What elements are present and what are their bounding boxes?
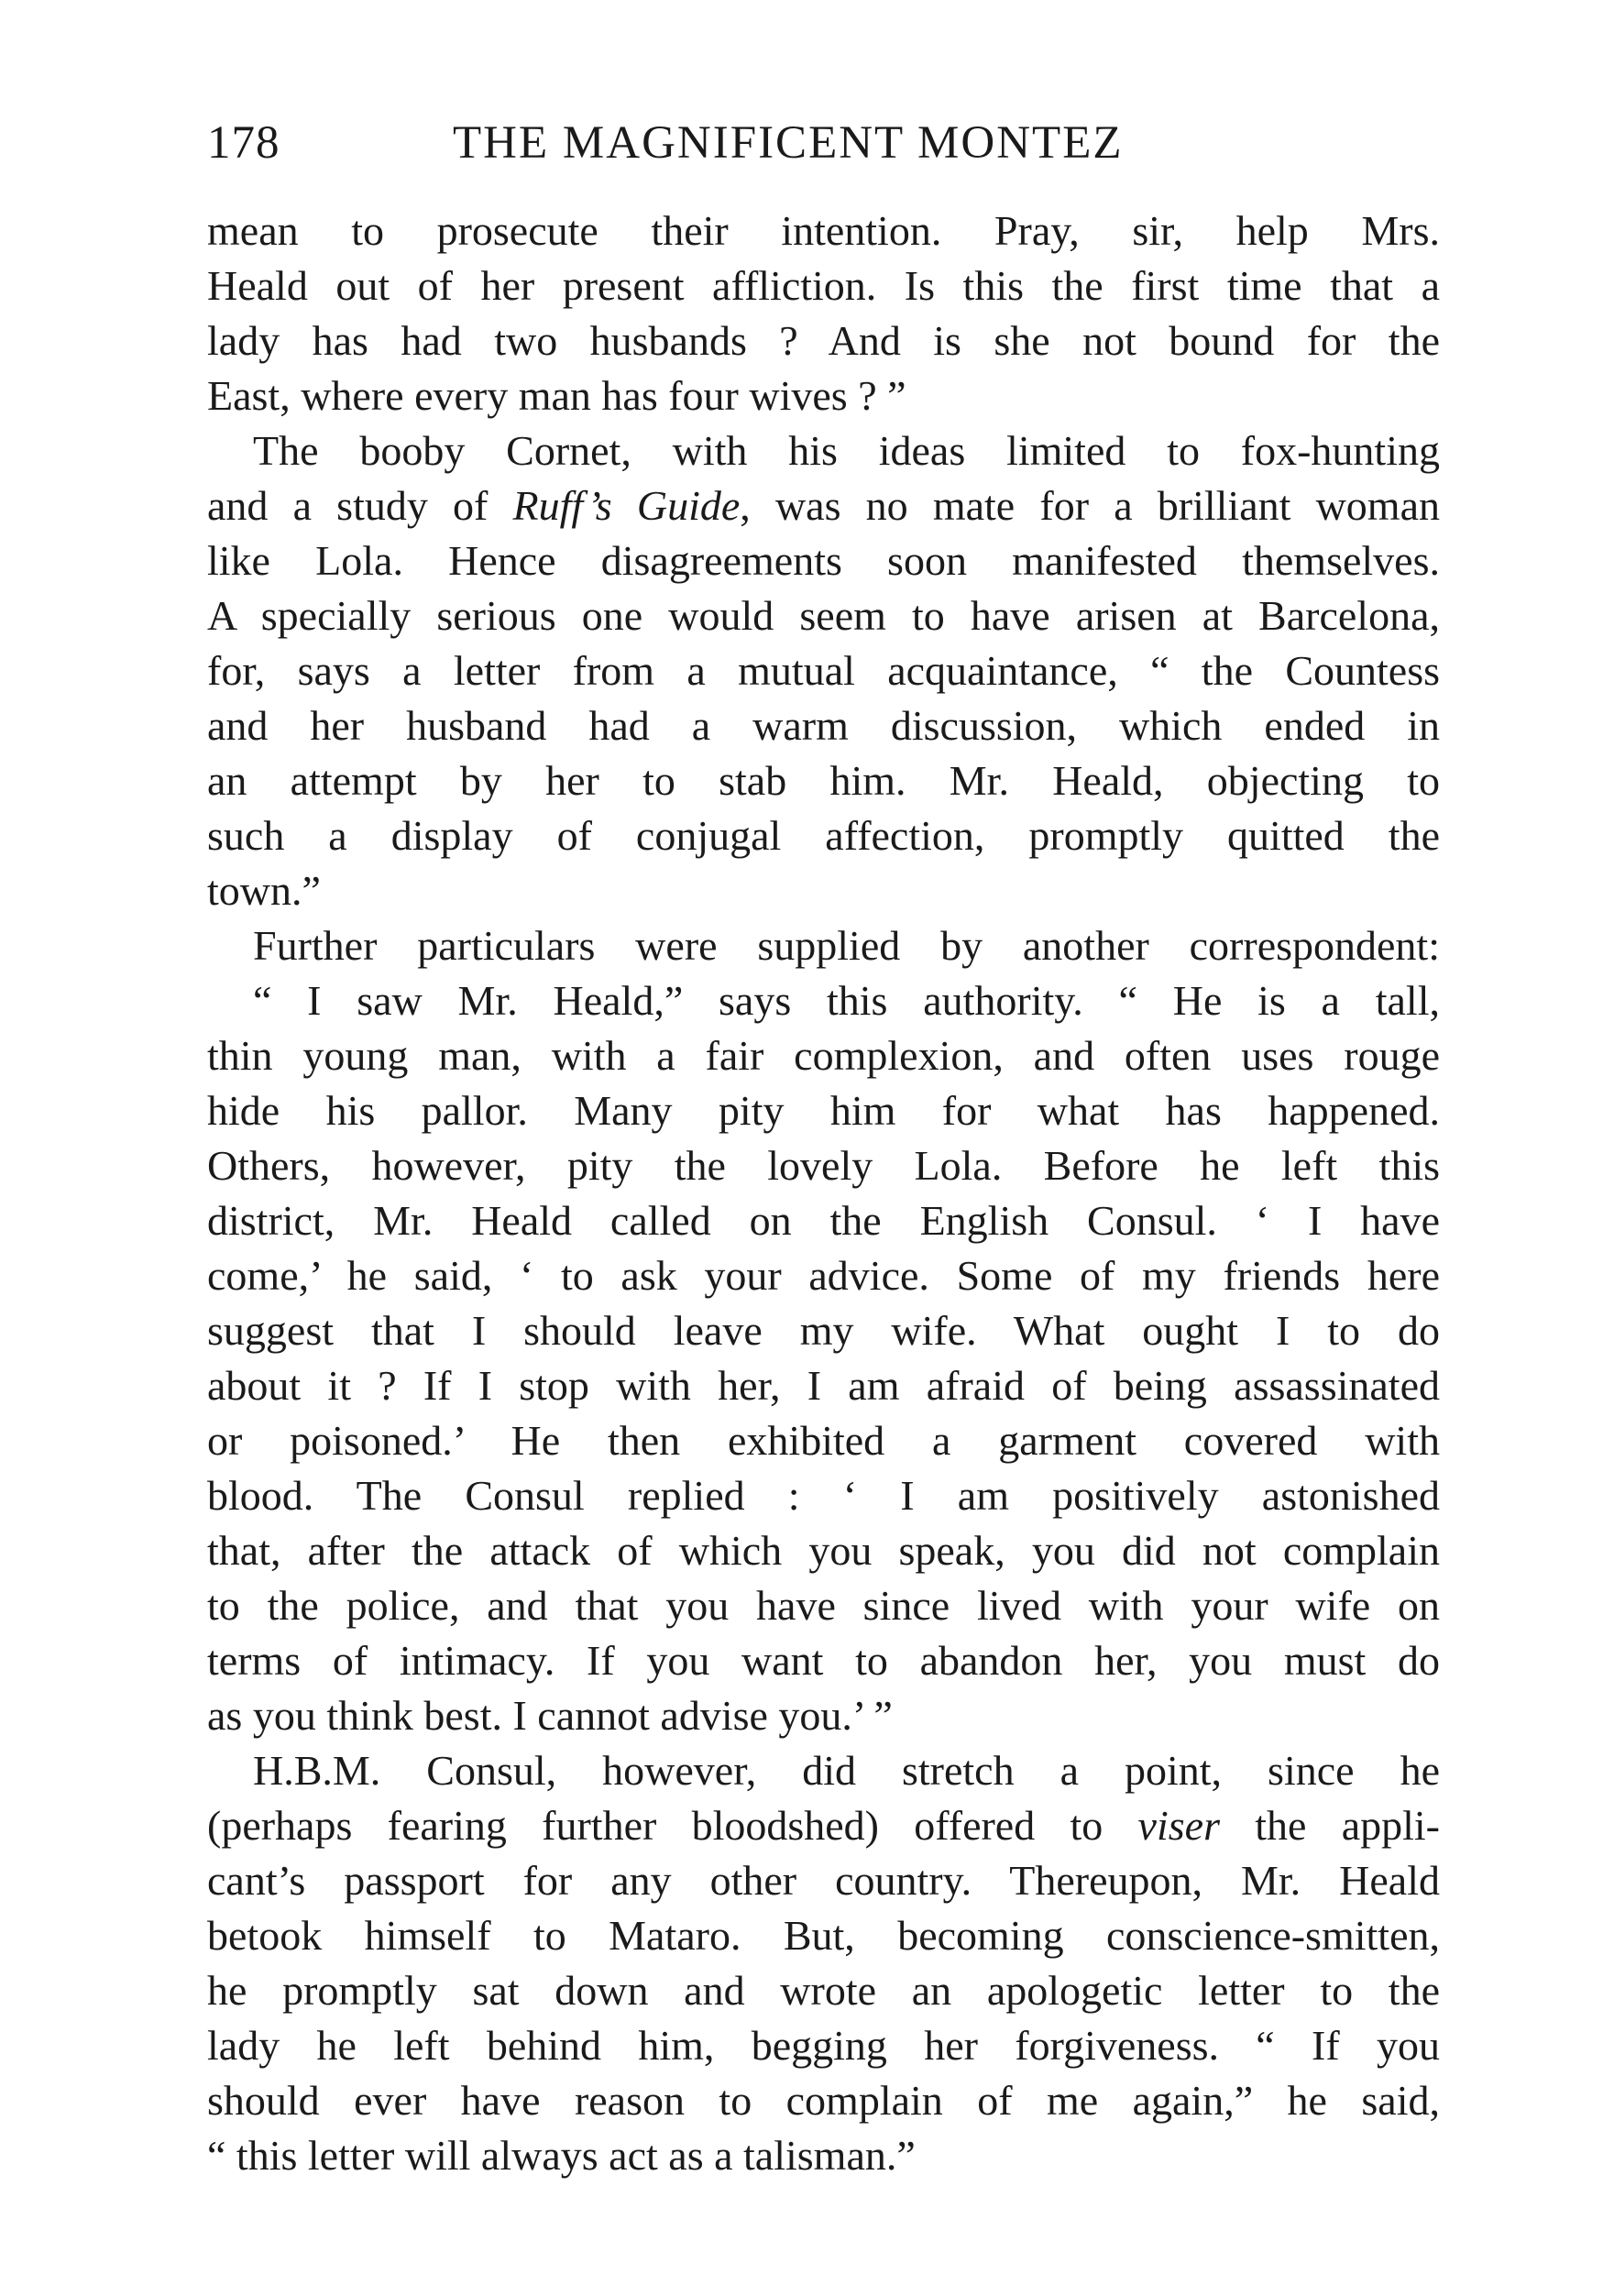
text-line: A specially serious one would seem to have arisen at Barcelona, xyxy=(207,592,1440,639)
text-line: terms of intimacy. If you want to abandon her, you must do xyxy=(207,1637,1440,1684)
text-line: about it ? If I stop with her, I am afraid of being assassinated xyxy=(207,1362,1440,1409)
text-line: an attempt by her to stab him. Mr. Heald, objecting to xyxy=(207,757,1440,804)
text-line: hide his pallor. Many pity him for what has happened. xyxy=(207,1087,1440,1134)
text-line: betook himself to Mataro. But, becoming conscience-smitten, xyxy=(207,1912,1440,1959)
text-line: for, says a letter from a mutual acquaintance, “ the Countess xyxy=(207,647,1440,694)
text-line: “ this letter will always act as a talisman.” xyxy=(207,2132,916,2179)
text-line: blood. The Consul replied : ‘ I am positively astonished xyxy=(207,1472,1440,1519)
text-line: Further particulars were supplied by another correspondent: xyxy=(253,922,1440,969)
text-line: H.B.M. Consul, however, did stretch a point, since he xyxy=(253,1747,1440,1794)
text-fragment: , was no mate for a brilliant woman xyxy=(740,482,1440,529)
text-fragment: (perhaps fearing further bloodshed) offered to xyxy=(207,1802,1138,1849)
text-line: Heald out of her present affliction. Is this the first time that a xyxy=(207,262,1440,309)
text-line: mean to prosecute their intention. Pray, sir, help Mrs. xyxy=(207,207,1440,254)
text-line: East, where every man has four wives ? ” xyxy=(207,372,906,419)
text-line: to the police, and that you have since lived with your wife on xyxy=(207,1582,1440,1629)
running-head: THE MAGNIFICENT MONTEZ xyxy=(453,117,1124,169)
text-line: cant’s passport for any other country. Thereupon, Mr. Heald xyxy=(207,1857,1440,1904)
text-line: or poisoned.’ He then exhibited a garment covered with xyxy=(207,1417,1440,1464)
text-line: come,’ he said, ‘ to ask your advice. Some of my friends here xyxy=(207,1252,1440,1299)
text-line: “ I saw Mr. Heald,” says this authority. “ He is a tall, xyxy=(253,977,1440,1024)
text-line: Others, however, pity the lovely Lola. Before he left this xyxy=(207,1142,1440,1189)
text-line: lady he left behind him, begging her forgiveness. “ If you xyxy=(207,2022,1440,2069)
text-line xyxy=(207,1798,1440,1853)
text-line: as you think best. I cannot advise you.’ ” xyxy=(207,1692,893,1739)
page-number: 178 xyxy=(207,117,280,169)
text-fragment: and a study of xyxy=(207,482,513,529)
text-line: should ever have reason to complain of me again,” he said, xyxy=(207,2077,1440,2124)
text-line: he promptly sat down and wrote an apologetic letter to the xyxy=(207,1967,1440,2014)
text-line: like Lola. Hence disagreements soon manifested themselves. xyxy=(207,537,1440,584)
text-line: lady has had two husbands ? And is she not bound for the xyxy=(207,317,1440,364)
text-line: thin young man, with a fair complexion, and often uses rouge xyxy=(207,1032,1440,1079)
body-text xyxy=(207,203,1440,2183)
text-line: suggest that I should leave my wife. What ought I to do xyxy=(207,1307,1440,1354)
text-line: that, after the attack of which you speak, you did not complain xyxy=(207,1527,1440,1574)
text-line: The booby Cornet, with his ideas limited to fox-hunting xyxy=(253,427,1440,474)
italic-title: Ruff’s Guide xyxy=(512,482,741,529)
text-line: town.” xyxy=(207,867,321,914)
italic-word: viser xyxy=(1137,1802,1220,1849)
text-line xyxy=(207,478,1440,533)
text-fragment: the appli- xyxy=(1219,1802,1440,1849)
text-line: and her husband had a warm discussion, which ended in xyxy=(207,702,1440,749)
text-line: district, Mr. Heald called on the English Consul. ‘ I have xyxy=(207,1197,1440,1244)
text-line: such a display of conjugal affection, promptly quitted the xyxy=(207,812,1440,859)
